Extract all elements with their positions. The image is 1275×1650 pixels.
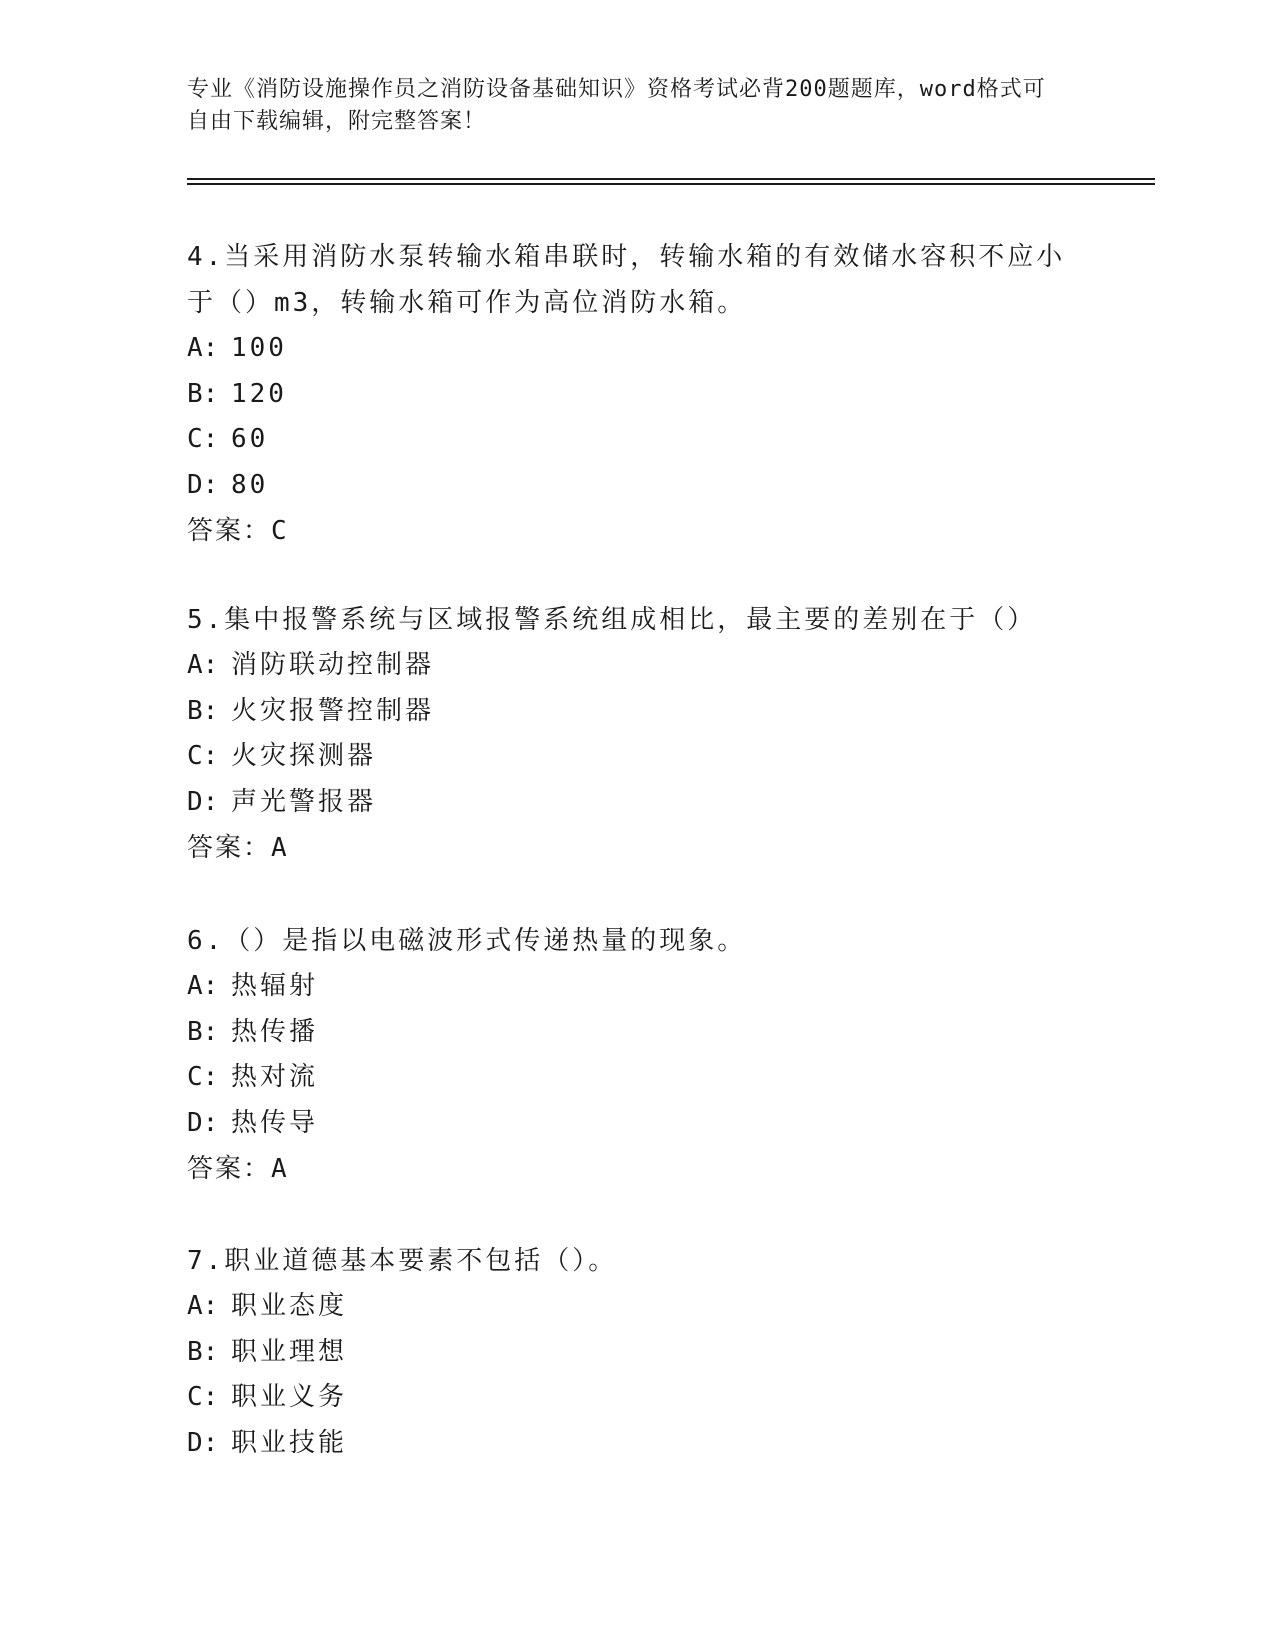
option-c (187, 417, 1087, 463)
question-4 (187, 234, 1087, 554)
option-letter: C: (187, 1382, 219, 1412)
answer-label: 答案： (187, 1154, 272, 1184)
option-text: 职业态度 (231, 1291, 348, 1321)
option-text: 消防联动控制器 (231, 650, 435, 680)
question-stem: 5.集中报警系统与区域报警系统组成相比，最主要的差别在于（） (187, 605, 1037, 635)
option-letter: B: (187, 378, 219, 409)
option-letter: B: (187, 695, 219, 726)
option-c (187, 734, 1087, 780)
answer-line (187, 825, 1087, 871)
answer-line (187, 1146, 1087, 1192)
header-divider-top (187, 178, 1155, 180)
option-d (187, 1421, 1087, 1467)
document-header: 专业《消防设施操作员之消防设备基础知识》资格考试必背200题题库，word格式可自由下载编辑，附完整答案！ (187, 77, 1046, 134)
option-c (187, 1375, 1087, 1421)
option-b (187, 1010, 1087, 1056)
option-d (187, 463, 1087, 509)
option-text: 热传导 (231, 1107, 319, 1138)
option-letter: C: (187, 741, 219, 771)
option-letter: D: (187, 1427, 219, 1458)
option-text: 热传播 (231, 1016, 319, 1047)
option-letter: A: (187, 333, 219, 363)
option-text: 火灾探测器 (231, 741, 377, 771)
option-letter: D: (187, 1107, 219, 1138)
option-letter: B: (187, 1336, 219, 1367)
option-text: 职业理想 (231, 1336, 348, 1367)
header-divider-bottom (187, 183, 1155, 185)
option-text: 职业义务 (231, 1382, 348, 1412)
option-b (187, 372, 1087, 418)
option-letter: C: (187, 1062, 219, 1092)
question-7 (187, 1238, 1087, 1466)
option-c (187, 1055, 1087, 1101)
option-a (187, 964, 1087, 1010)
option-text: 火灾报警控制器 (231, 695, 435, 726)
option-letter: A: (187, 971, 219, 1001)
option-letter: B: (187, 1016, 219, 1047)
answer-value: C (271, 516, 289, 546)
option-d (187, 780, 1087, 826)
answer-value: A (271, 833, 289, 863)
option-d (187, 1101, 1087, 1147)
option-text: 80 (231, 469, 269, 500)
option-text: 声光警报器 (231, 786, 377, 817)
option-text: 热辐射 (231, 971, 319, 1001)
option-letter: A: (187, 1291, 219, 1321)
option-letter: D: (187, 469, 219, 500)
question-stem: 4.当采用消防水泵转输水箱串联时，转输水箱的有效储水容积不应小于（）m3，转输水箱可作为高位消防水箱。 (187, 242, 1066, 318)
option-text: 热对流 (231, 1062, 319, 1092)
question-6 (187, 918, 1087, 1192)
option-text: 120 (231, 378, 287, 409)
option-a (187, 643, 1087, 689)
answer-label: 答案： (187, 833, 272, 863)
question-stem: 7.职业道德基本要素不包括（）。 (187, 1246, 618, 1276)
option-b (187, 1330, 1087, 1376)
option-text: 60 (231, 424, 269, 454)
option-letter: D: (187, 786, 219, 817)
option-a (187, 326, 1087, 372)
option-text: 职业技能 (231, 1427, 348, 1458)
option-letter: A: (187, 650, 219, 680)
answer-value: A (271, 1154, 289, 1184)
question-5 (187, 597, 1087, 871)
option-a (187, 1284, 1087, 1330)
option-text: 100 (231, 333, 287, 363)
answer-line (187, 508, 1087, 554)
option-b (187, 689, 1087, 735)
answer-label: 答案： (187, 516, 272, 546)
option-letter: C: (187, 424, 219, 454)
question-stem: 6.（）是指以电磁波形式传递热量的现象。 (187, 926, 747, 956)
